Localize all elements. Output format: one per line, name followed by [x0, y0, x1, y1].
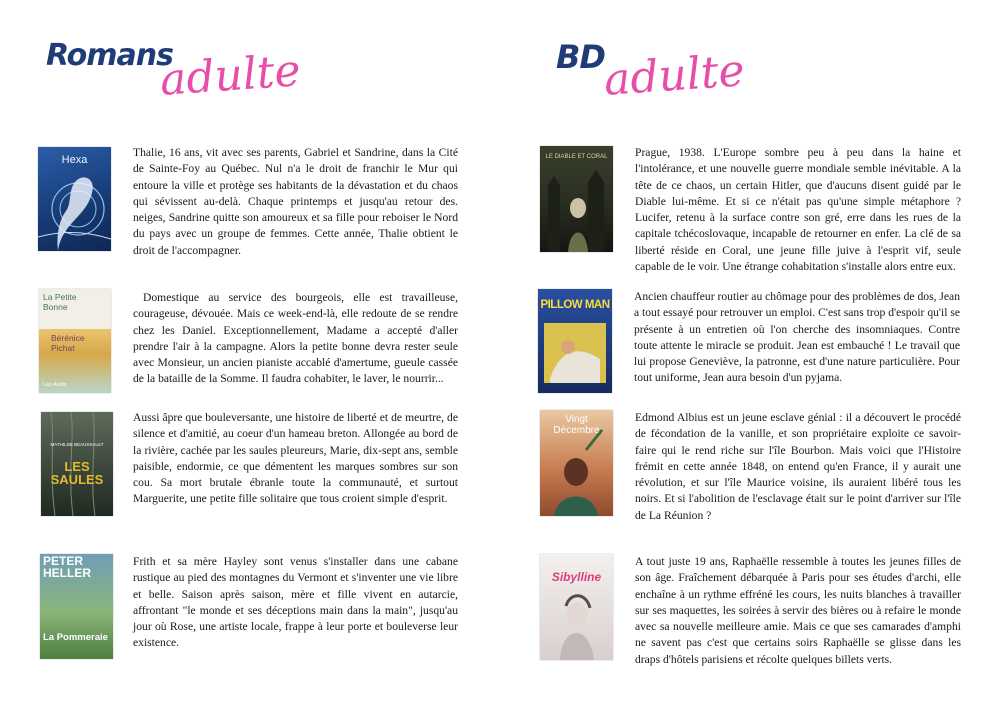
romans-title: Romans [46, 38, 173, 73]
cover-author-les-saules: MATHILDE BEAUSSAULT [50, 442, 104, 447]
cover-title-la-petite-bonne: La Petite Bonne [43, 292, 77, 312]
book-cover-le-diable-et-coral[interactable] [540, 146, 613, 252]
book-description-la-petite-bonne: Domestique au service des bourgeois, elle est travailleuse, courageuse, dévouée. Mais ce week-end-là, elle redoute de se rendre chez les Daniel. Exceptionnellement, Madame a accepté d'aller prendre l'air à la campagne. Alors la petite bonne devra rester seule avec Monsieur, un ancien pianiste accablé d'amertume, gueule cassée de la bataille de la Somme. Il faudra cohabiter, le laver, le nourrir... [133, 291, 458, 386]
book-cover-sibylline[interactable] [540, 554, 613, 660]
book-cover-la-petite-bonne[interactable] [39, 289, 111, 393]
book-cover-la-pommeraie[interactable] [40, 554, 113, 659]
book-cover-pillow-man[interactable] [538, 289, 612, 393]
cover-author-la-petite-bonne: Bérénice Pichat [51, 333, 85, 353]
book-description-vingt-decembre: Edmond Albius est un jeune esclave génial : il a découvert le procédé de fécondation de la vanille, et son propriétaire exploite ce savoir-faire qui le rend riche sur l'île Bourbon. Mais voici que l'Histoire frémit en cette année 1848, on entend qu'en France, il y aurait une révolution, et sur l'île Maurice voisine, ils auraient libéré tous les noirs. Et si l'abolition de l'esclavage était sur le point d'arriver sur l'île de La Réunion ? [635, 411, 961, 522]
book-description-pillow-man: Ancien chauffeur routier au chômage pour des problèmes de dos, Jean a tout essayé pour retrouver un emploi. C'est sans trop d'espoir qu'il se présente à un entretien où l'on cherche des insomniaques. Contre toute attente le miracle se produit. Jean est embauché ! Le travail que lui propose Geneviève, la patronne, est d'une nature particulière. Pour tout uniforme, Jean aura besoin d'un pyjama. [634, 290, 960, 385]
book-cover-hexa[interactable] [38, 147, 111, 251]
book-cover-vingt-decembre[interactable] [540, 410, 613, 516]
cover-author-la-pommeraie: PETER HELLER [43, 554, 91, 580]
romans-accent-title: adulte [158, 45, 303, 106]
book-description-la-pommeraie: Frith et sa mère Hayley sont venus s'installer dans une cabane rustique au pied des montagnes du Vermont et s'inventer une vie libre et belle. Saison après saison, mère et fille vivent en autarcie, affrontant "le monde et ses déceptions main dans la main", jusqu'au jour où Rose, une artiste locale, frappe à leur porte et bouleverse leur existence. [133, 555, 458, 650]
cover-title-pillow-man: PILLOW MAN [540, 299, 610, 311]
book-description-les-saules: Aussi âpre que bouleversante, une histoire de liberté et de meurtre, de silence et d'amitié, au coeur d'un hameau breton. Allongée au bord de la rivière, cachée par les saules pleureurs, Marie, dix-sept ans, semble paisible, endormie, ce que démentent les marques sombres sur son cou. Sa mort brutale ébranle toute la communauté, et surtout Marguerite, une petite fille solitaire que tous croient simple d'esprit. [133, 411, 458, 506]
book-description-hexa: Thalie, 16 ans, vit avec ses parents, Gabriel et Sandrine, dans la Cité de Sainte-Foy au Québec. Nul n'a le droit de franchir le Mur qui entoure la ville et protège ses habitants de la dévastation et du chaos qui sévissent au-delà. Chaque printemps et jusqu'au retour des. neiges, Sandrine quitte son amoureux et sa fille pour reboiser le Nord du pays avec un groupe de femmes. Cette année, Thalie obtient le droit de l'accompagner. [133, 146, 458, 257]
book-cover-les-saules[interactable] [41, 412, 113, 516]
book-description-sibylline: A tout juste 19 ans, Raphaëlle ressemble à toutes les jeunes filles de son âge. Fraîchement débarquée à Paris pour ses études d'archi, elle enchaîne à un rythme effréné les cours, les nuits blanches à travailler sur ses maquettes, les soirées à servir des bières ou à refaire le monde avec sa nouvelle meilleure amie. Mais ce que ses camarades d'amphi ne savent pas c'est que certains soirs Raphaëlle se glisse dans les draps d'hôtels parisiens et récolte quelques billets verts. [635, 555, 961, 666]
bd-accent-title: adulte [602, 45, 747, 106]
cover-title-hexa: Hexa [61, 154, 88, 166]
cover-title-les-saules: LES SAULES [50, 459, 104, 487]
bd-title: BD [556, 38, 605, 76]
cover-title-le-diable-et-coral: LE DIABLE ET CORAL [545, 154, 608, 160]
book-description-le-diable-et-coral: Prague, 1938. L'Europe sombre peu à peu dans la haine et l'intolérance, et une nouvelle guerre mondiale semble inévitable. A la tête de ce chaos, un certain Hitler, que d'aucuns disent guidé par le Diable lui-même. Et si ce n'était pas qu'une simple métaphore ? Lucifer, retenu à la surface contre son gré, erre dans les rues de la capitale tchécoslovaque, incapable de retourner en enfer. La clé de sa liberté réside en Coral, une jeune fille juive à l'esprit vif, seule capable de le voir. Une étrange cohabitation s'installe alors entre eux. [635, 146, 961, 274]
cover-title-la-pommeraie: La Pommeraie [43, 632, 108, 643]
cover-title-vingt-decembre: Vingt Décembre [553, 414, 600, 436]
cover-publisher-la-petite-bonne: Les Avrils [43, 382, 67, 388]
cover-title-sibylline: Sibylline [551, 570, 602, 584]
